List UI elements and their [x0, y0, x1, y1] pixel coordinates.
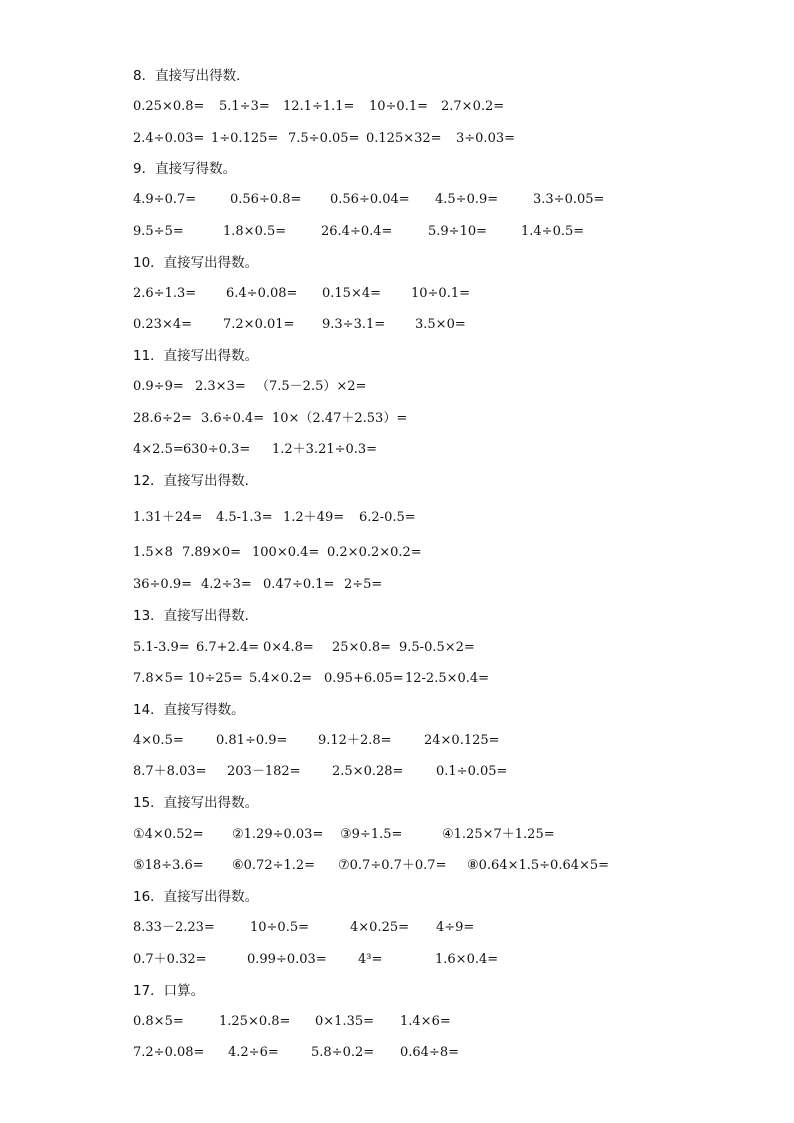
problem: 5.1÷3= [219, 99, 270, 114]
problem: 0.125×32= [366, 131, 442, 146]
problem: 4×0.5= [133, 733, 184, 748]
problem: 28.6÷2= [133, 411, 193, 426]
problem: 0.95+6.05= [324, 671, 404, 686]
problem: 4.2÷6= [228, 1045, 279, 1060]
problem: 2.6÷1.3= [133, 286, 197, 301]
problem: 0.9÷9= [133, 379, 184, 394]
problem: 1.2＋49= [283, 510, 345, 525]
problem: 8.33－2.23= [133, 920, 215, 935]
problem: 100×0.4= [252, 545, 320, 560]
problem: 0.47÷0.1= [263, 577, 335, 592]
problem: 8.7＋8.03= [133, 764, 207, 779]
section-heading: 15．直接写出得数。 [133, 795, 259, 811]
problem: 3.5×0= [415, 317, 466, 332]
section-heading: 9．直接写得数。 [133, 161, 237, 177]
problem: 9.5÷5= [133, 224, 184, 239]
problem: 0.99÷0.03= [247, 952, 327, 967]
problem: 5.9÷10= [428, 224, 488, 239]
problem: 7.2÷0.08= [133, 1045, 205, 1060]
problem: 2.4÷0.03= [133, 131, 205, 146]
section-heading: 14．直接写得数。 [133, 702, 245, 718]
problem: 0.2×0.2×0.2= [327, 545, 422, 560]
problem: 10÷0.1= [369, 99, 429, 114]
problem: 0.8×5= [133, 1014, 184, 1029]
problem: 2.7×0.2= [441, 99, 505, 114]
section-heading: 10．直接写出得数。 [133, 255, 259, 271]
problem: 3÷0.03= [456, 131, 516, 146]
problem: 0.56÷0.8= [230, 192, 302, 207]
section-heading: 11．直接写出得数。 [133, 348, 259, 364]
problem: 6.4÷0.08= [226, 286, 298, 301]
problem: ⑥0.72÷1.2= [232, 858, 316, 873]
problem: 10÷0.1= [411, 286, 471, 301]
problem: ①4×0.52= [133, 827, 204, 842]
problem: 12.1÷1.1= [283, 99, 355, 114]
problem: 6.7+2.4= [196, 640, 260, 655]
problem: ⑧0.64×1.5÷0.64×5= [467, 858, 610, 873]
problem: 0.64÷8= [400, 1045, 460, 1060]
section-heading: 8．直接写出得数． [133, 68, 250, 84]
problem: ②1.29÷0.03= [232, 827, 324, 842]
problem: 7.5÷0.05= [288, 131, 360, 146]
problem: 1.4×6= [400, 1014, 451, 1029]
problem: 1.6×0.4= [435, 952, 499, 967]
problem: （7.5－2.5）×2= [256, 379, 367, 394]
problem: 0.81÷0.9= [216, 733, 288, 748]
problem: 25×0.8= [332, 640, 392, 655]
problem: 9.3÷3.1= [322, 317, 386, 332]
problem: 1.31＋24= [133, 510, 203, 525]
problem: 0.56÷0.04= [330, 192, 410, 207]
problem: 4÷9= [436, 920, 475, 935]
problem: 630÷0.3= [183, 442, 251, 457]
problem: 7.2×0.01= [223, 317, 295, 332]
problem: 0.1÷0.05= [436, 764, 508, 779]
problem: 2.5×0.28= [332, 764, 404, 779]
problem: 1.8×0.5= [223, 224, 287, 239]
problem: 4.9÷0.7= [133, 192, 197, 207]
problem: 1÷0.125= [211, 131, 279, 146]
problem: 3.6÷0.4= [201, 411, 265, 426]
problem: 2÷5= [344, 577, 383, 592]
problem: 1.25×0.8= [219, 1014, 291, 1029]
problem: 10÷0.5= [250, 920, 310, 935]
problem: 3.3÷0.05= [533, 192, 605, 207]
problem: 4.5÷0.9= [435, 192, 499, 207]
problem: ⑦0.7÷0.7＋0.7= [338, 858, 447, 873]
problem: 4.5-1.3= [216, 510, 273, 525]
problem: 7.89×0= [182, 545, 242, 560]
section-heading: 13．直接写出得数. [133, 608, 249, 624]
problem: ⑤18÷3.6= [133, 858, 204, 873]
section-heading: 16．直接写出得数。 [133, 889, 259, 905]
problem: 4×2.5= [133, 442, 184, 457]
problem: 36÷0.9= [133, 577, 193, 592]
problem: 0.25×0.8= [133, 99, 205, 114]
problem: ④1.25×7＋1.25= [442, 827, 555, 842]
problem: 0.23×4= [133, 317, 193, 332]
problem: 0×4.8= [263, 640, 314, 655]
problem: 10×（2.47＋2.53）= [272, 411, 408, 426]
problem: 2.3×3= [195, 379, 246, 394]
problem: 12-2.5×0.4= [405, 671, 490, 686]
problem: 9.12＋2.8= [318, 733, 392, 748]
problem: 5.8÷0.2= [311, 1045, 375, 1060]
problem: 1.5×8 [133, 545, 173, 560]
problem: 10÷25= [188, 671, 243, 686]
problem: 4×0.25= [350, 920, 410, 935]
problem: ③9÷1.5= [340, 827, 403, 842]
problem: 6.2-0.5= [359, 510, 416, 525]
problem: 203－182= [227, 764, 301, 779]
section-heading: 12．直接写出得数． [133, 473, 259, 489]
problem: 1.2＋3.21÷0.3= [272, 442, 378, 457]
problem: 5.4×0.2= [249, 671, 313, 686]
problem: 0.15×4= [322, 286, 382, 301]
problem: 9.5-0.5×2= [399, 640, 475, 655]
section-heading: 17．口算。 [133, 983, 205, 999]
problem: 4.2÷3= [201, 577, 252, 592]
problem: 4³= [358, 952, 383, 967]
problem: 7.8×5= [133, 671, 184, 686]
problem: 26.4÷0.4= [321, 224, 393, 239]
problem: 1.4÷0.5= [521, 224, 585, 239]
problem: 0×1.35= [315, 1014, 375, 1029]
problem: 0.7＋0.32= [133, 952, 207, 967]
problem: 24×0.125= [424, 733, 500, 748]
problem: 5.1-3.9= [133, 640, 190, 655]
